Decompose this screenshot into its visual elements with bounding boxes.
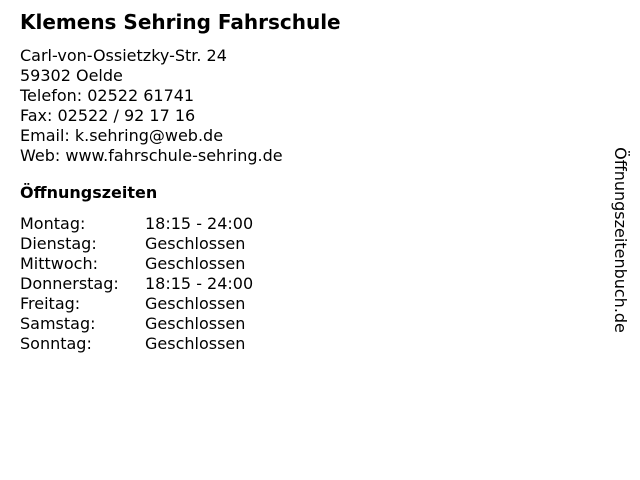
address-city: 59302 Oelde [20, 66, 123, 85]
day-label: Sonntag: [20, 334, 92, 353]
day-label: Donnerstag: [20, 274, 119, 293]
hours-value: 18:15 - 24:00 [145, 274, 254, 293]
opening-hours-table [20, 214, 640, 354]
table-row [20, 314, 640, 334]
hours-value: Geschlossen [145, 314, 246, 333]
table-row [20, 234, 640, 254]
contact-info [20, 46, 640, 166]
address-street: Carl-von-Ossietzky-Str. 24 [20, 46, 227, 65]
table-row [20, 214, 640, 234]
day-label: Montag: [20, 214, 86, 233]
table-row [20, 274, 640, 294]
email-line: Email: k.sehring@web.de [20, 126, 224, 145]
site-watermark: Öffnungszeitenbuch.de [611, 147, 630, 333]
day-label: Freitag: [20, 294, 81, 313]
day-label: Samstag: [20, 314, 96, 333]
hours-value: Geschlossen [145, 234, 246, 253]
hours-value: Geschlossen [145, 294, 246, 313]
hours-value: Geschlossen [145, 334, 246, 353]
web-line: Web: www.fahrschule-sehring.de [20, 146, 283, 165]
day-label: Dienstag: [20, 234, 97, 253]
table-row [20, 334, 640, 354]
page-title: Klemens Sehring Fahrschule [20, 10, 341, 34]
day-label: Mittwoch: [20, 254, 98, 273]
opening-hours-heading: Öffnungszeiten [20, 183, 158, 202]
hours-value: Geschlossen [145, 254, 246, 273]
phone-line: Telefon: 02522 61741 [20, 86, 195, 105]
table-row [20, 254, 640, 274]
hours-value: 18:15 - 24:00 [145, 214, 254, 233]
fax-line: Fax: 02522 / 92 17 16 [20, 106, 196, 125]
table-row [20, 294, 640, 314]
